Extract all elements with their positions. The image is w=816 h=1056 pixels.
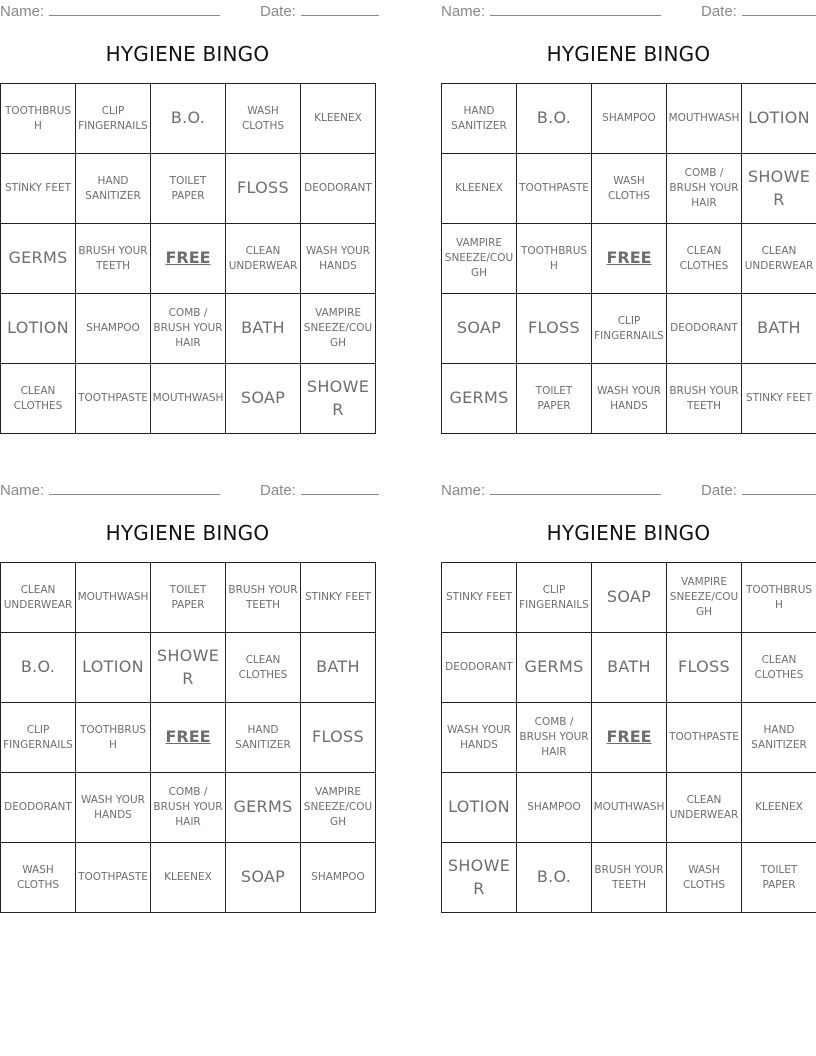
bingo-cell: WASH CLOTHS (667, 843, 742, 913)
card-title: HYGIENE BINGO (546, 521, 711, 545)
bingo-cell: SOAP (592, 563, 667, 633)
bingo-cell: SHAMPOO (301, 843, 376, 913)
grid-row (1, 843, 376, 913)
bingo-cell: SOAP (442, 294, 517, 364)
bingo-cell: LOTION (76, 633, 151, 703)
bingo-cell: SHOWER (301, 364, 376, 434)
grid-row (1, 224, 376, 294)
date-field (701, 1, 816, 20)
date-label: Date: (701, 3, 737, 20)
bingo-cell: TOOTHBRUSH (517, 224, 592, 294)
bingo-cell: TOILET PAPER (151, 154, 226, 224)
grid-row (442, 294, 816, 364)
bingo-cell: BATH (226, 294, 301, 364)
name-blank-line (49, 1, 220, 16)
bingo-cell: SOAP (226, 364, 301, 434)
grid-row (1, 703, 376, 773)
grid-row (442, 224, 816, 294)
date-blank-line (742, 1, 816, 16)
bingo-cell: WASH YOUR HANDS (301, 224, 376, 294)
name-field (0, 480, 220, 499)
bingo-cell: CLEAN UNDERWEAR (742, 224, 816, 294)
date-label: Date: (701, 482, 737, 499)
bingo-cell: B.O. (151, 84, 226, 154)
bingo-grid (441, 83, 816, 434)
name-date-row (441, 480, 816, 500)
grid-row (1, 563, 376, 633)
card-title: HYGIENE BINGO (105, 42, 270, 66)
bingo-card (0, 0, 375, 432)
bingo-cell: KLEENEX (442, 154, 517, 224)
name-field (0, 1, 220, 20)
card-title: HYGIENE BINGO (105, 521, 270, 545)
bingo-cell: FLOSS (517, 294, 592, 364)
bingo-cell: WASH CLOTHS (592, 154, 667, 224)
bingo-cell: BATH (592, 633, 667, 703)
bingo-cell: BATH (301, 633, 376, 703)
bingo-cell: TOOTHBRUSH (76, 703, 151, 773)
bingo-cell: WASH CLOTHS (1, 843, 76, 913)
name-blank-line (490, 1, 661, 16)
bingo-cell: FLOSS (667, 633, 742, 703)
date-field (260, 480, 379, 499)
name-blank-line (49, 480, 220, 495)
bingo-cell: MOUTHWASH (592, 773, 667, 843)
bingo-cell: SHAMPOO (76, 294, 151, 364)
bingo-cell: VAMPIRE SNEEZE/COUGH (442, 224, 517, 294)
bingo-cell: KLEENEX (742, 773, 816, 843)
bingo-cell: STINKY FEET (442, 563, 517, 633)
bingo-cell: GERMS (442, 364, 517, 434)
bingo-cell: COMB / BRUSH YOUR HAIR (151, 773, 226, 843)
bingo-cell: LOTION (742, 84, 816, 154)
bingo-cell: WASH YOUR HANDS (592, 364, 667, 434)
bingo-cell: CLEAN CLOTHES (1, 364, 76, 434)
bingo-cell: CLIP FINGERNAILS (517, 563, 592, 633)
bingo-cell: SHOWER (442, 843, 517, 913)
grid-row (1, 364, 376, 434)
bingo-cell: SHOWER (742, 154, 816, 224)
bingo-cell: SOAP (226, 843, 301, 913)
bingo-cell: BRUSH YOUR TEETH (76, 224, 151, 294)
bingo-cell: B.O. (517, 84, 592, 154)
name-label: Name: (441, 482, 486, 499)
grid-row (1, 154, 376, 224)
bingo-cell: BRUSH YOUR TEETH (592, 843, 667, 913)
bingo-cell: WASH YOUR HANDS (76, 773, 151, 843)
bingo-cell: COMB / BRUSH YOUR HAIR (517, 703, 592, 773)
bingo-cell: VAMPIRE SNEEZE/COUGH (667, 563, 742, 633)
grid-row (442, 84, 816, 154)
grid-row (442, 154, 816, 224)
bingo-cell: FLOSS (226, 154, 301, 224)
name-label: Name: (0, 482, 45, 499)
grid-row (1, 633, 376, 703)
bingo-cell: STINKY FEET (301, 563, 376, 633)
date-label: Date: (260, 3, 296, 20)
name-date-row (0, 1, 375, 21)
bingo-cell: CLEAN UNDERWEAR (1, 563, 76, 633)
bingo-cell: STINKY FEET (1, 154, 76, 224)
bingo-cell: FLOSS (301, 703, 376, 773)
bingo-cell: BRUSH YOUR TEETH (226, 563, 301, 633)
bingo-cell: KLEENEX (151, 843, 226, 913)
bingo-cell: TOOTHBRUSH (742, 563, 816, 633)
bingo-cell: DEODORANT (301, 154, 376, 224)
grid-row (442, 364, 816, 434)
bingo-cell: WASH CLOTHS (226, 84, 301, 154)
bingo-cell: COMB / BRUSH YOUR HAIR (151, 294, 226, 364)
grid-row (442, 773, 816, 843)
free-space-cell: FREE (151, 224, 226, 294)
bingo-grid (0, 562, 376, 913)
bingo-cell: TOOTHPASTE (76, 364, 151, 434)
name-field (441, 480, 661, 499)
bingo-cell: TOILET PAPER (151, 563, 226, 633)
bingo-cell: HAND SANITIZER (742, 703, 816, 773)
bingo-cell: HAND SANITIZER (226, 703, 301, 773)
bingo-cell: TOOTHPASTE (76, 843, 151, 913)
bingo-cell: TOOTHBRUSH (1, 84, 76, 154)
bingo-cell: HAND SANITIZER (76, 154, 151, 224)
bingo-card (441, 479, 816, 911)
date-field (260, 1, 379, 20)
date-field (701, 480, 816, 499)
date-blank-line (742, 480, 816, 495)
bingo-cell: CLEAN CLOTHES (667, 224, 742, 294)
date-blank-line (301, 480, 379, 495)
bingo-cell: LOTION (442, 773, 517, 843)
bingo-card (0, 479, 375, 911)
free-space-cell: FREE (592, 224, 667, 294)
bingo-cell: TOOTHPASTE (517, 154, 592, 224)
bingo-cell: SHAMPOO (592, 84, 667, 154)
name-label: Name: (441, 3, 486, 20)
bingo-cell: TOILET PAPER (742, 843, 816, 913)
bingo-cell: CLEAN UNDERWEAR (667, 773, 742, 843)
free-space-cell: FREE (151, 703, 226, 773)
grid-row (442, 703, 816, 773)
free-space-cell: FREE (592, 703, 667, 773)
grid-row (1, 773, 376, 843)
bingo-cell: VAMPIRE SNEEZE/COUGH (301, 773, 376, 843)
grid-row (442, 633, 816, 703)
bingo-cell: DEODORANT (442, 633, 517, 703)
date-blank-line (301, 1, 379, 16)
bingo-cell: GERMS (517, 633, 592, 703)
bingo-cell: BATH (742, 294, 816, 364)
bingo-cell: HAND SANITIZER (442, 84, 517, 154)
name-label: Name: (0, 3, 45, 20)
bingo-cell: CLEAN CLOTHES (742, 633, 816, 703)
bingo-cell: CLEAN UNDERWEAR (226, 224, 301, 294)
bingo-cell: SHOWER (151, 633, 226, 703)
bingo-cell: B.O. (517, 843, 592, 913)
bingo-cell: TOOTHPASTE (667, 703, 742, 773)
bingo-cell: MOUTHWASH (76, 563, 151, 633)
date-label: Date: (260, 482, 296, 499)
bingo-grid (441, 562, 816, 913)
bingo-cell: CLEAN CLOTHES (226, 633, 301, 703)
bingo-cell: COMB / BRUSH YOUR HAIR (667, 154, 742, 224)
bingo-cell: WASH YOUR HANDS (442, 703, 517, 773)
grid-row (442, 563, 816, 633)
bingo-cell: VAMPIRE SNEEZE/COUGH (301, 294, 376, 364)
name-field (441, 1, 661, 20)
bingo-cell: DEODORANT (667, 294, 742, 364)
bingo-cell: DEODORANT (1, 773, 76, 843)
bingo-cell: SHAMPOO (517, 773, 592, 843)
bingo-card (441, 0, 816, 432)
bingo-cell: STINKY FEET (742, 364, 816, 434)
bingo-cell: CLIP FINGERNAILS (76, 84, 151, 154)
bingo-cell: CLIP FINGERNAILS (1, 703, 76, 773)
bingo-grid (0, 83, 376, 434)
grid-row (442, 843, 816, 913)
bingo-cell: GERMS (226, 773, 301, 843)
bingo-cell: BRUSH YOUR TEETH (667, 364, 742, 434)
bingo-cell: MOUTHWASH (151, 364, 226, 434)
grid-row (1, 294, 376, 364)
bingo-cell: KLEENEX (301, 84, 376, 154)
bingo-cell: B.O. (1, 633, 76, 703)
name-blank-line (490, 480, 661, 495)
name-date-row (441, 1, 816, 21)
bingo-cell: GERMS (1, 224, 76, 294)
name-date-row (0, 480, 375, 500)
card-title: HYGIENE BINGO (546, 42, 711, 66)
bingo-cell: MOUTHWASH (667, 84, 742, 154)
bingo-cell: CLIP FINGERNAILS (592, 294, 667, 364)
grid-row (1, 84, 376, 154)
bingo-cell: TOILET PAPER (517, 364, 592, 434)
bingo-cell: LOTION (1, 294, 76, 364)
